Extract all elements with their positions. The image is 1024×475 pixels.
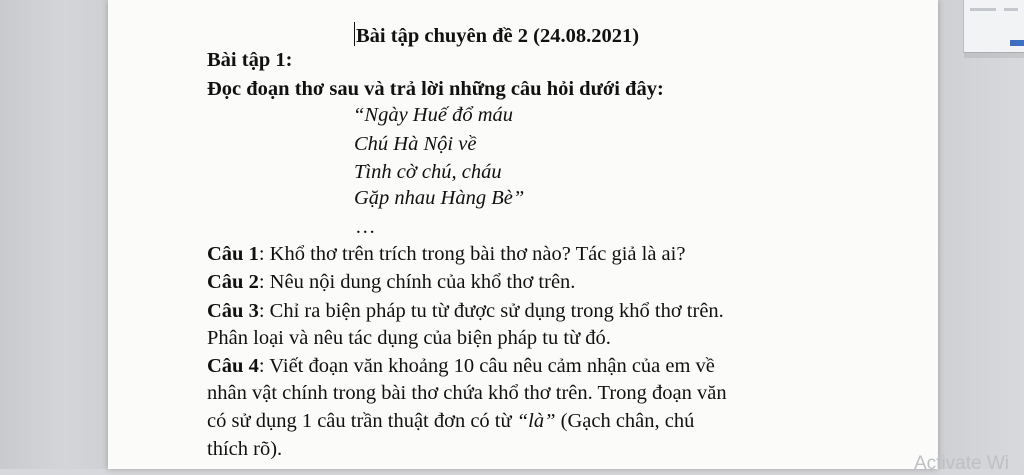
question-3-continued: Phân loại và nêu tác dụng của biện pháp tu từ đó. — [207, 327, 611, 349]
poem-line: Gặp nhau Hàng Bè” — [354, 187, 525, 209]
left-gutter — [0, 0, 108, 469]
question-4-line-4: thích rõ). — [207, 438, 283, 460]
poem-line: Tình cờ chú, cháu — [354, 161, 502, 183]
right-gutter — [938, 0, 1024, 469]
text-cursor — [354, 22, 355, 46]
window-thumbnail[interactable] — [963, 0, 1024, 53]
question-1: Câu 1: Khổ thơ trên trích trong bài thơ nào? Tác giả là ai? — [207, 243, 686, 265]
activation-watermark: Activate Wi — [914, 453, 1010, 474]
exercise-heading: Bài tập 1: — [207, 49, 293, 71]
poem-line: “Ngày Huế đổ máu — [353, 104, 514, 126]
question-2: Câu 2: Nêu nội dung chính của khổ thơ trên. — [207, 271, 576, 293]
question-3: Câu 3: Chỉ ra biện pháp tu từ được sử dụng trong khổ thơ trên. — [207, 300, 724, 322]
poem-line: Chú Hà Nội về — [354, 133, 477, 155]
poem-ellipsis: … — [355, 216, 376, 238]
instruction: Đọc đoạn thơ sau và trả lời những câu hỏi dưới đây: — [207, 78, 664, 100]
document-title: Bài tập chuyên đề 2 (24.08.2021) — [354, 22, 639, 47]
question-4-line-2: nhân vật chính trong bài thơ chứa khổ thơ trên. Trong đoạn văn — [207, 382, 727, 404]
question-4: Câu 4: Viết đoạn văn khoảng 10 câu nêu cảm nhận của em về — [207, 355, 715, 377]
document-page[interactable] — [108, 0, 938, 469]
question-4-line-3: có sử dụng 1 câu trần thuật đơn có từ “là” (Gạch chân, chú — [207, 410, 695, 432]
